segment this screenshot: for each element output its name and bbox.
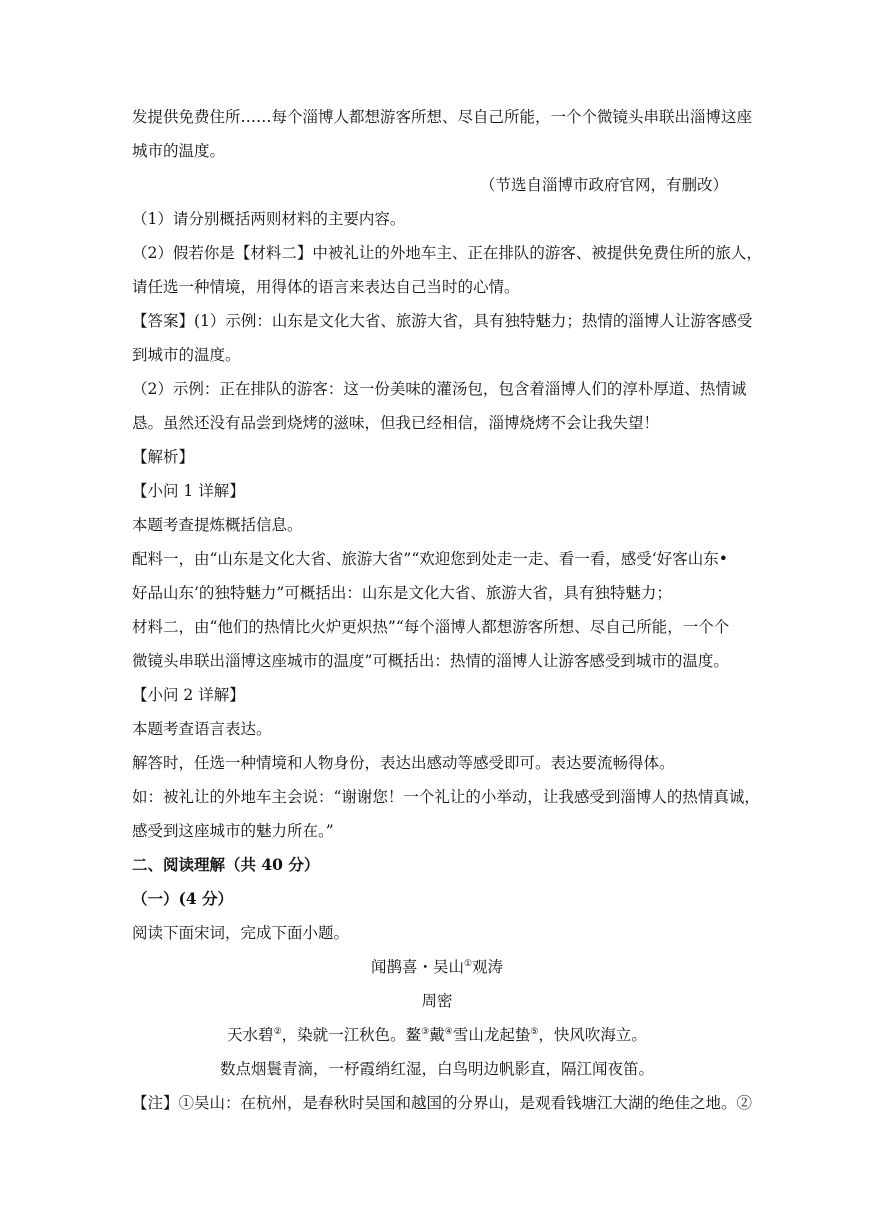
text-line: 好品山东’的独特魅力”可概括出：山东是文化大省、旅游大省，具有独特魅力； [132,584,672,602]
poem-author: 周密 [421,992,453,1010]
footnote-marker: ④ [444,1027,453,1037]
subquestion-1-heading: 【小问 1 详解】 [132,482,245,500]
section-heading: 二、阅读理解（共 40 分） [132,855,320,874]
poem-text: 雪山龙起蛰 [452,1026,531,1044]
poem-text: ，快风吹海立。 [538,1026,647,1044]
footnote: 【注】①吴山：在杭州，是春秋时吴国和越国的分界山，是观看钱塘江大湖的绝佳之地。② [132,1094,753,1112]
text-line: 配料一，由“山东是文化大省、旅游大省”“欢迎您到处走一走、看一看，感受‘好客山东• [132,550,728,568]
text-line: 本题考查语言表达。 [132,720,272,738]
poem-title-text: 闻鹊喜・吴山 [370,958,464,976]
text-line: 微镜头串联出淄博这座城市的温度”可概括出：热情的淄博人让游客感受到城市的温度。 [132,652,729,670]
text-line: 如：被礼让的外地车主会说：“谢谢您！一个礼让的小举动，让我感受到淄博人的热情真诚， [132,788,760,806]
footnote-marker: ② [273,1027,282,1037]
footnote-marker: ③ [421,1027,430,1037]
subquestion-2-heading: 【小问 2 详解】 [132,686,245,704]
poem-text: 天水碧 [227,1026,274,1044]
footnote-marker: ⑤ [530,1027,539,1037]
footnote-marker: ① [463,959,473,969]
text-line: （2）示例：正在排队的游客：这一份美味的灌汤包，包含着淄博人们的淳朴厚道、热情诚 [132,380,747,398]
poem-line-1 [132,1018,742,1052]
instruction: 阅读下面宋词，完成下面小题。 [132,924,350,942]
poem-text: ，染就一江秋色。鳌 [281,1026,422,1044]
poem-text: 戴 [429,1026,445,1044]
text-line: 材料二，由“他们的热情比火炉更炽热”“每个淄博人都想游客所想、尽自己所能，一个个 [132,618,730,636]
text-line: 本题考查提炼概括信息。 [132,516,303,534]
text-line: 感受到这座城市的魅力所在。” [132,822,334,840]
text-line: 请任选一种情境，用得体的语言来表达自己当时的心情。 [132,278,520,296]
analysis-heading: 【解析】 [132,448,195,466]
poem-line-2: 数点烟鬟青滴，一杼霞绡红湿，白鸟明边帆影直，隔江闻夜笛。 [219,1060,654,1078]
question-1: （1）请分别概括两则材料的主要内容。 [132,210,406,228]
question-2: （2）假若你是【材料二】中被礼让的外地车主、正在排队的游客、被提供免费住所的旅人， [132,244,762,262]
answer-label: 【答案】(1）示例：山东是文化大省、旅游大省，具有独特魅力；热情的淄博人让游客感受 [132,312,753,330]
document-page [132,100,762,1120]
poem-title [132,950,742,984]
subsection-heading: （一）(4 分） [132,889,234,908]
text-line: 解答时，任选一种情境和人物身份，表达出感动等感受即可。表达要流畅得体。 [132,754,675,772]
text-line: 恳。虽然还没有品尝到烧烤的滋味，但我已经相信，淄博烧烤不会让我失望！ [132,414,660,432]
poem-title-text: 观涛 [472,958,504,976]
text-line: 到城市的温度。 [132,346,241,364]
text-line: 城市的温度。 [132,142,226,160]
source-citation: （节选自淄博市政府官网，有删改） [479,176,728,194]
text-line: 发提供免费住所……每个淄博人都想游客所想、尽自己所能，一个个微镜头串联出淄博这座 [132,108,753,126]
